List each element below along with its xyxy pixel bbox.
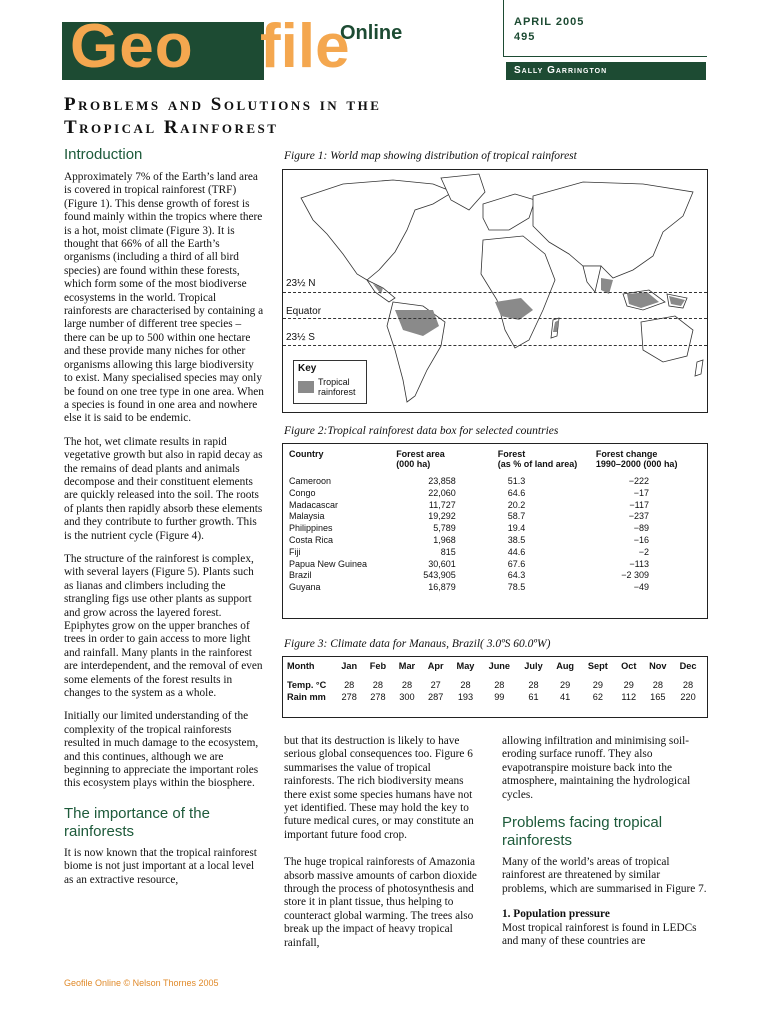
logo-geo-text: Geo bbox=[70, 12, 194, 81]
col3-paragraph-1: allowing infiltration and minimising soil-eroding surface runoff. They also evapotranspire moisture back into the atmosphere, maintaining the hydrological cycles. bbox=[502, 735, 691, 801]
forest-data-table bbox=[287, 448, 699, 594]
table-cell: −17 bbox=[633, 487, 649, 498]
table-cell: Cameroon bbox=[289, 476, 332, 486]
column-3 bbox=[502, 735, 707, 958]
col3-paragraph-2: Many of the world’s areas of tropical rainforest are threatened by similar problems, which are summarised in Figure 7. bbox=[502, 856, 707, 895]
climate-cell: 28 bbox=[401, 680, 413, 690]
col3-paragraph-3: Most tropical rainforest is found in LEDCs and many of these countries are bbox=[502, 921, 697, 948]
table-cell: 78.5 bbox=[507, 582, 526, 593]
issue-box bbox=[503, 0, 707, 57]
climate-cell: Rain mm bbox=[287, 692, 326, 702]
climate-cell: 41 bbox=[560, 692, 571, 702]
climate-cell: Apr bbox=[427, 661, 444, 671]
col1-paragraph-1: Approximately 7% of the Earth’s land area is covered in tropical rainforest (TRF) (Figure 1). This dense growth of forest is found mainly within the tropics where there is a hot, moist climate (Figure 3). It is thought that 66% of all the Earth’s organisms (including a third of all bird species) are found within these forests, which form some of the most biodiverse ecosystems in the world. Tropical rainforests are characterised by containing a large number of different tree species – there can be up to 500 within one hectare and these provide many niches for other organisms allowing this large biodiversity to exist. Many specialised species may only be found on one tree type in one area. When a species is found in one area and nowhere else it is said to be endemic. bbox=[64, 171, 264, 425]
table-cell: Congo bbox=[289, 487, 316, 498]
table-cell: Costa Rica bbox=[289, 534, 334, 545]
issue-number: 495 bbox=[514, 31, 536, 43]
table-cell: 64.3 bbox=[507, 570, 526, 581]
table-header: Country bbox=[289, 449, 324, 459]
climate-cell: 278 bbox=[341, 692, 357, 702]
table-row bbox=[287, 535, 699, 547]
logo-online-text: Online bbox=[340, 22, 403, 44]
table-row bbox=[287, 476, 699, 488]
climate-cell: 61 bbox=[528, 692, 539, 702]
table-header: Forest (as % of land area) bbox=[497, 449, 578, 469]
table-cell: 23,858 bbox=[428, 476, 456, 486]
issue-date: APRIL 2005 bbox=[514, 16, 585, 28]
climate-cell: Jan bbox=[341, 661, 358, 671]
geofile-logo bbox=[62, 12, 442, 82]
problems-heading: Problems facing tropical rainforests bbox=[502, 814, 663, 850]
table-cell: Papua New Guinea bbox=[289, 558, 368, 569]
table-row bbox=[287, 547, 699, 559]
logo-file-text: file bbox=[260, 12, 350, 81]
col2-paragraph-2: The huge tropical rainforests of Amazonia absorb massive amounts of carbon dioxide through the process of photosynthesis and store it in plant tissue, thus helping to counteract global warming. The trees also break up the impact of heavy tropical rainfall, bbox=[284, 856, 477, 949]
climate-cell: 27 bbox=[430, 680, 441, 690]
table-cell: 64.6 bbox=[507, 487, 526, 498]
climate-cell: 165 bbox=[650, 692, 666, 702]
key-swatch bbox=[298, 381, 314, 393]
col1-paragraph-3: The structure of the rainforest is complex, with several layers (Figure 5). Plants such as lianas and climbers including the strangling figs use other plants as support and grow across the layered forest. Epiphytes grow on the upper branches of trees in order to gain access to more light and rainfall. Many plants in the rainforest are interdependent, and the removal of even some elements of the forest results in changes to the system as a whole. bbox=[64, 552, 263, 700]
climate-cell: 28 bbox=[682, 680, 694, 690]
table-cell: 5,789 bbox=[433, 523, 456, 534]
equator-line bbox=[283, 318, 707, 319]
figure-2-table-box bbox=[282, 443, 708, 619]
table-cell: −49 bbox=[633, 582, 649, 593]
table-cell: 16,879 bbox=[428, 582, 456, 593]
table-cell: 1,968 bbox=[433, 534, 456, 545]
table-header: Forest area (000 ha) bbox=[396, 449, 445, 469]
climate-cell: 220 bbox=[680, 692, 696, 702]
table-row bbox=[287, 500, 699, 512]
climate-cell: 28 bbox=[528, 680, 539, 690]
climate-cell: 28 bbox=[494, 680, 505, 690]
author-bar bbox=[506, 62, 706, 80]
table-row bbox=[287, 488, 699, 500]
table-cell: −2 bbox=[638, 546, 649, 557]
world-map-figure bbox=[282, 169, 708, 413]
tropic-of-capricorn-line bbox=[283, 345, 707, 346]
climate-cell: Aug bbox=[556, 661, 575, 671]
climate-row bbox=[283, 691, 703, 703]
climate-cell: Feb bbox=[369, 661, 387, 671]
key-label: Tropical rainforest bbox=[318, 377, 356, 397]
table-cell: 543,905 bbox=[423, 570, 456, 581]
table-row bbox=[287, 582, 699, 594]
table-cell: 815 bbox=[440, 546, 456, 557]
table-row bbox=[287, 570, 699, 582]
intro-heading: Introduction bbox=[64, 146, 143, 163]
key-title: Key bbox=[298, 363, 317, 374]
table-cell: 20.2 bbox=[507, 499, 526, 510]
table-cell: Philippines bbox=[289, 523, 333, 534]
col1-paragraph-4: Initially our limited understanding of the complexity of the tropical rainforests resulted in much damage to the ecosystem, and this continues, although we are beginning to appreciate the important roles this ecosystem plays within the biosphere. bbox=[64, 710, 259, 790]
figure-1-caption: Figure 1: World map showing distribution of tropical rainforest bbox=[284, 150, 577, 162]
table-cell: 51.3 bbox=[507, 476, 526, 486]
table-cell: Fiji bbox=[289, 546, 301, 557]
climate-row bbox=[283, 672, 703, 691]
importance-heading: The importance of the rainforests bbox=[64, 804, 210, 840]
climate-cell: 29 bbox=[592, 680, 603, 690]
table-cell: Guyana bbox=[289, 582, 321, 593]
figure-2-caption: Figure 2:Tropical rainforest data box for selected countries bbox=[284, 425, 559, 437]
climate-cell: Mar bbox=[398, 661, 416, 671]
climate-cell: 287 bbox=[428, 692, 444, 702]
table-cell: Madacascar bbox=[289, 499, 339, 510]
table-cell: −237 bbox=[628, 511, 649, 522]
climate-cell: Temp. °C bbox=[287, 680, 327, 690]
table-cell: 38.5 bbox=[507, 534, 526, 545]
climate-cell: Oct bbox=[621, 661, 637, 671]
table-cell: −113 bbox=[629, 558, 649, 569]
page-title bbox=[64, 93, 704, 139]
climate-cell: Month bbox=[287, 661, 315, 671]
table-cell: −117 bbox=[629, 499, 649, 510]
table-cell: Malaysia bbox=[289, 511, 325, 522]
table-cell: 67.6 bbox=[507, 558, 526, 569]
table-row bbox=[287, 523, 699, 535]
table-header: Forest change 1990–2000 (000 ha) bbox=[595, 449, 678, 469]
tropic-of-capricorn-label: 23½ S bbox=[286, 332, 315, 343]
footer-copyright: Geofile Online © Nelson Thornes 2005 bbox=[64, 978, 219, 988]
climate-cell: July bbox=[524, 661, 543, 671]
population-pressure-heading: 1. Population pressure bbox=[502, 908, 610, 921]
author-name: Sally Garrington bbox=[514, 65, 608, 76]
figure-3-table-box bbox=[282, 656, 708, 718]
title-line-2: Tropical Rainforest bbox=[64, 117, 279, 138]
climate-cell: 99 bbox=[494, 692, 505, 702]
climate-cell: Nov bbox=[649, 661, 667, 671]
table-cell: 19,292 bbox=[428, 511, 456, 522]
climate-cell: 28 bbox=[372, 680, 384, 690]
climate-table bbox=[283, 660, 703, 703]
climate-cell: 29 bbox=[623, 680, 634, 690]
table-row bbox=[287, 511, 699, 523]
table-cell: 30,601 bbox=[428, 558, 456, 569]
table-cell: −2 309 bbox=[621, 570, 649, 581]
climate-cell: 300 bbox=[399, 692, 415, 702]
climate-cell: Dec bbox=[679, 661, 697, 671]
table-cell: −222 bbox=[628, 476, 649, 486]
climate-row bbox=[283, 660, 703, 672]
table-cell: Brazil bbox=[289, 570, 312, 581]
tropic-of-cancer-label: 23½ N bbox=[286, 278, 316, 289]
climate-cell: June bbox=[488, 661, 511, 671]
col1-paragraph-2: The hot, wet climate results in rapid vegetative growth but also in rapid decay as the remains of dead plants and animals decompose and their constituent elements are quickly released into the soil. The roots of plants then rapidly absorb these elements and they contribute to further growth. This is the nutrient cycle (Figure 4). bbox=[64, 435, 263, 542]
column-2 bbox=[284, 735, 484, 960]
equator-label: Equator bbox=[286, 306, 322, 317]
table-cell: −16 bbox=[633, 534, 649, 545]
climate-cell: 193 bbox=[457, 692, 474, 702]
table-cell: 11,727 bbox=[428, 499, 456, 510]
table-cell: 58.7 bbox=[507, 511, 526, 522]
map-key bbox=[293, 360, 367, 404]
table-cell: −89 bbox=[633, 523, 649, 534]
figure-3-caption: Figure 3: Climate data for Manaus, Brazil( 3.0ºS 60.0ºW) bbox=[284, 638, 551, 650]
climate-cell: 28 bbox=[460, 680, 471, 690]
climate-cell: 62 bbox=[592, 692, 603, 702]
table-cell: 44.6 bbox=[507, 546, 526, 557]
climate-cell: 278 bbox=[370, 692, 386, 702]
tropic-of-cancer-line bbox=[283, 292, 707, 293]
table-cell: 22,060 bbox=[428, 487, 456, 498]
table-cell: 19.4 bbox=[507, 523, 526, 534]
table-row bbox=[287, 559, 699, 571]
climate-cell: 28 bbox=[344, 680, 355, 690]
climate-cell: 28 bbox=[652, 680, 663, 690]
column-1 bbox=[64, 146, 264, 897]
climate-cell: May bbox=[456, 661, 475, 671]
climate-cell: 112 bbox=[621, 692, 637, 702]
col1-paragraph-5: It is now known that the tropical rainforest biome is not just important at a local level as an extractive resource, bbox=[64, 846, 257, 886]
col2-paragraph-1: but that its destruction is likely to have serious global consequences too. Figure 6 summarises the value of tropical rainforests. The rich biodiversity means there exist some species humans have not yet identified. These may hold the key to future medical cures, or may constitute an important future food crop. bbox=[284, 735, 474, 841]
climate-cell: 29 bbox=[560, 680, 571, 690]
climate-cell: Sept bbox=[587, 661, 608, 671]
title-line-1: Problems and Solutions in the bbox=[64, 94, 382, 115]
